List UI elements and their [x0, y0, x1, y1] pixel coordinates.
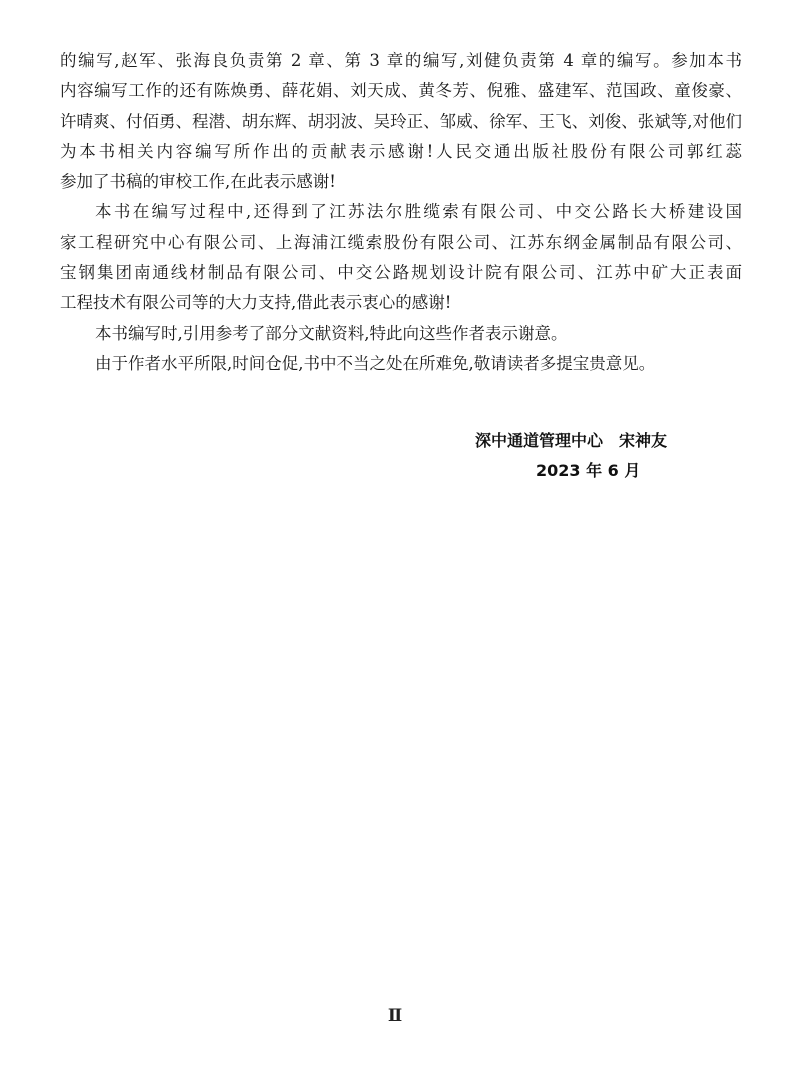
paragraph-1-line-3: 许晴爽、付佰勇、程潜、胡东辉、胡羽波、吴玲正、邹威、徐军、王飞、刘俊、张斌等,对他们 [60, 111, 742, 131]
paragraph-2-line-3: 宝钢集团南通线材制品有限公司、中交公路规划设计院有限公司、江苏中矿大正表面 [60, 263, 742, 283]
page-number: Ⅱ [387, 1006, 403, 1026]
paragraph-1-line-2: 内容编写工作的还有陈焕勇、薛花娟、刘天成、黄冬芳、倪雅、盛建军、范国政、童俊豪、 [60, 81, 742, 101]
paragraph-2-line-2: 家工程研究中心有限公司、上海浦江缆索股份有限公司、江苏东纲金属制品有限公司、 [60, 232, 742, 252]
signature-date: 2023 年 6 月 [536, 461, 641, 480]
paragraph-3-line-1: 本书编写时,引用参考了部分文献资料,特此向这些作者表示谢意。 [95, 323, 568, 343]
paragraph-1-line-4: 为本书相关内容编写所作出的贡献表示感谢!人民交通出版社股份有限公司郭红蕊 [60, 141, 742, 161]
body-text [60, 46, 742, 379]
paragraph-2-line-1: 本书在编写过程中,还得到了江苏法尔胜缆索有限公司、中交公路长大桥建设国 [95, 202, 742, 222]
paragraph-4-line-1: 由于作者水平所限,时间仓促,书中不当之处在所难免,敬请读者多提宝贵意见。 [95, 353, 656, 373]
signature-organization-author: 深中通道管理中心 宋神友 [475, 431, 668, 450]
paragraph-1-line-5: 参加了书稿的审校工作,在此表示感谢! [60, 172, 336, 192]
paragraph-2-line-4: 工程技术有限公司等的大力支持,借此表示衷心的感谢! [60, 293, 452, 313]
paragraph-1-line-1: 的编写,赵军、张海良负责第 2 章、第 3 章的编写,刘健负责第 4 章的编写。参加本书 [60, 51, 742, 70]
